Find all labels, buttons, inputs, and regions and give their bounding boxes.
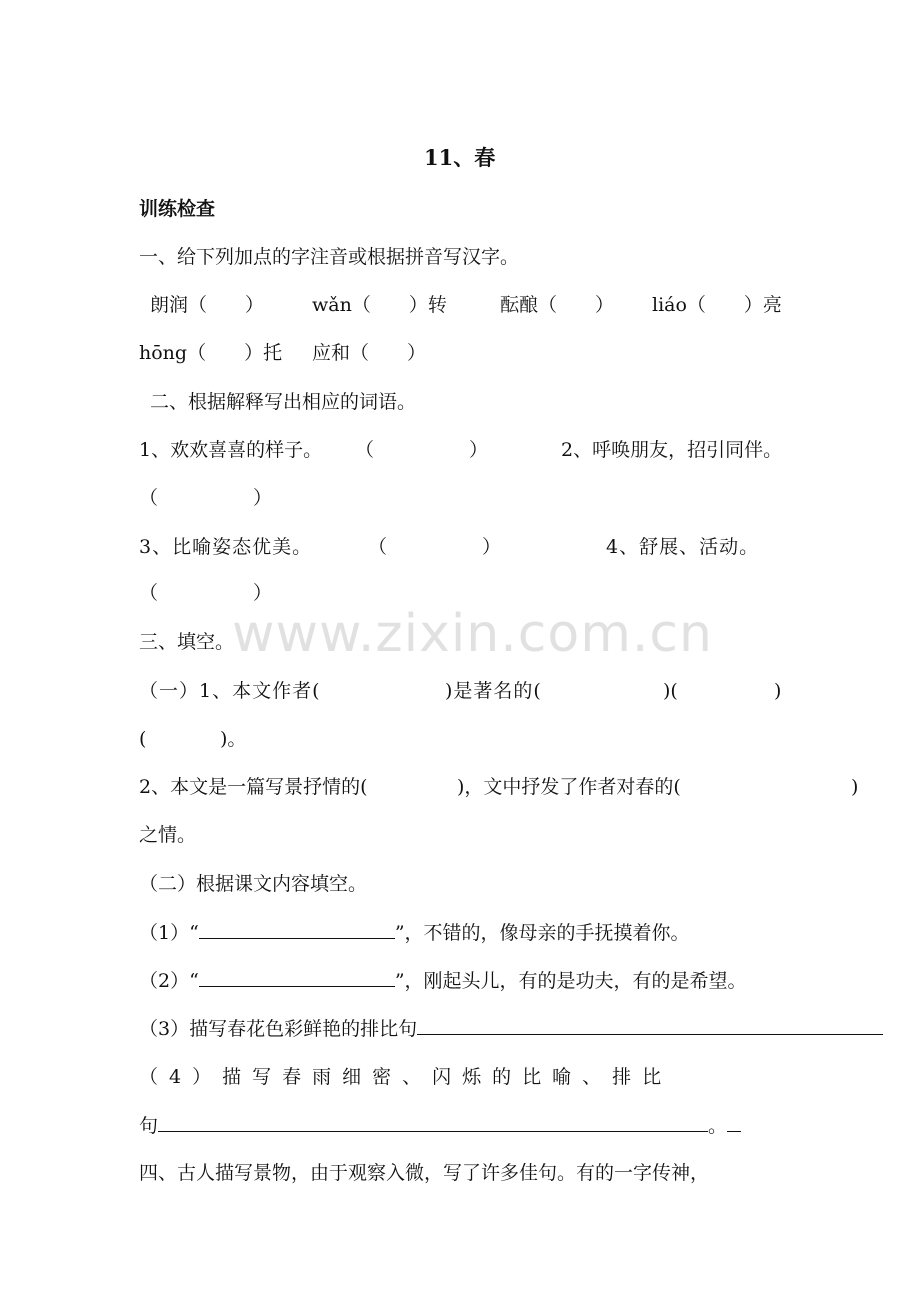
q1-item-2: wǎn（ ）转 <box>312 294 447 316</box>
q3-p1-d: ) <box>774 680 782 702</box>
q3-heading: 三、填空。 <box>139 631 235 653</box>
fill-1-suffix: ”，不错的，像母亲的手抚摸着你。 <box>394 922 690 944</box>
q2-item-2: 2、呼唤朋友，招引同伴。 <box>561 439 783 461</box>
fill-3-label: （3）描写春花色彩鲜艳的排比句 <box>139 1018 418 1040</box>
fill-2 <box>139 968 747 993</box>
q2-item-4-blank: （ ） <box>139 582 273 604</box>
q2-item-3: 3、比喻姿态优美。 <box>139 536 313 558</box>
q1-heading: 一、给下列加点的字注音或根据拼音写汉字。 <box>139 246 520 268</box>
q3-sub2: （二）根据课文内容填空。 <box>139 873 368 895</box>
fill-2-suffix: ”，刚起头儿，有的是功夫，有的是希望。 <box>394 970 747 992</box>
q3-p1-c: )( <box>663 680 678 702</box>
q1-item-1: 朗润（ ） <box>150 294 265 316</box>
section-heading: 训练检查 <box>139 198 216 220</box>
fill-4-cont-label: 句 <box>139 1115 159 1137</box>
watermark: www.zixin.com.cn <box>232 604 713 664</box>
q1-item-4: liáo（ ）亮 <box>652 294 782 316</box>
q3-p2-d: 之情。 <box>139 824 197 846</box>
q3-p2-b: )，文中抒发了作者对春的( <box>457 776 681 798</box>
fill-3 <box>139 1016 883 1041</box>
q2-item-1: 1、欢欢喜喜的样子。 <box>139 439 323 461</box>
q3-p1-e: ( <box>139 728 147 750</box>
q1-item-5: hōng（ ）托 <box>139 342 283 364</box>
fill-1-blank[interactable] <box>199 920 395 939</box>
fill-4-blank-tail <box>727 1113 741 1132</box>
q1-item-3: 酝酿（ ） <box>500 294 615 316</box>
q3-p1-f: )。 <box>220 728 247 750</box>
q3-p1-b: )是著名的( <box>445 680 542 702</box>
fill-2-blank[interactable] <box>199 968 395 987</box>
fill-4: （4）描写春雨细密、闪烁的比喻、排比 <box>139 1066 673 1088</box>
fill-4-cont <box>139 1113 741 1138</box>
q2-item-3-blank: （ ） <box>368 536 502 558</box>
fill-2-prefix: （2）“ <box>139 970 199 992</box>
q2-item-1-blank: （ ） <box>355 439 489 461</box>
q3-p2-a: 2、本文是一篇写景抒情的( <box>139 776 368 798</box>
q2-item-2-blank: （ ） <box>139 487 273 509</box>
q4-line-1: 四、古人描写景物，由于观察入微，写了许多佳句。有的一字传神， <box>139 1162 710 1184</box>
fill-3-blank[interactable] <box>417 1016 883 1035</box>
q3-p1-a: （一）1、本文作者( <box>139 680 321 702</box>
fill-4-blank[interactable] <box>158 1113 708 1132</box>
fill-1 <box>139 920 690 945</box>
q3-p2-c: ) <box>851 776 859 798</box>
page-title: 11、春 <box>424 145 496 170</box>
q1-item-6: 应和（ ） <box>312 342 427 364</box>
fill-1-prefix: （1）“ <box>139 922 199 944</box>
q2-heading: 二、根据解释写出相应的词语。 <box>150 391 417 413</box>
fill-4-end: 。 <box>708 1115 728 1137</box>
q2-item-4: 4、舒展、活动。 <box>606 536 760 558</box>
